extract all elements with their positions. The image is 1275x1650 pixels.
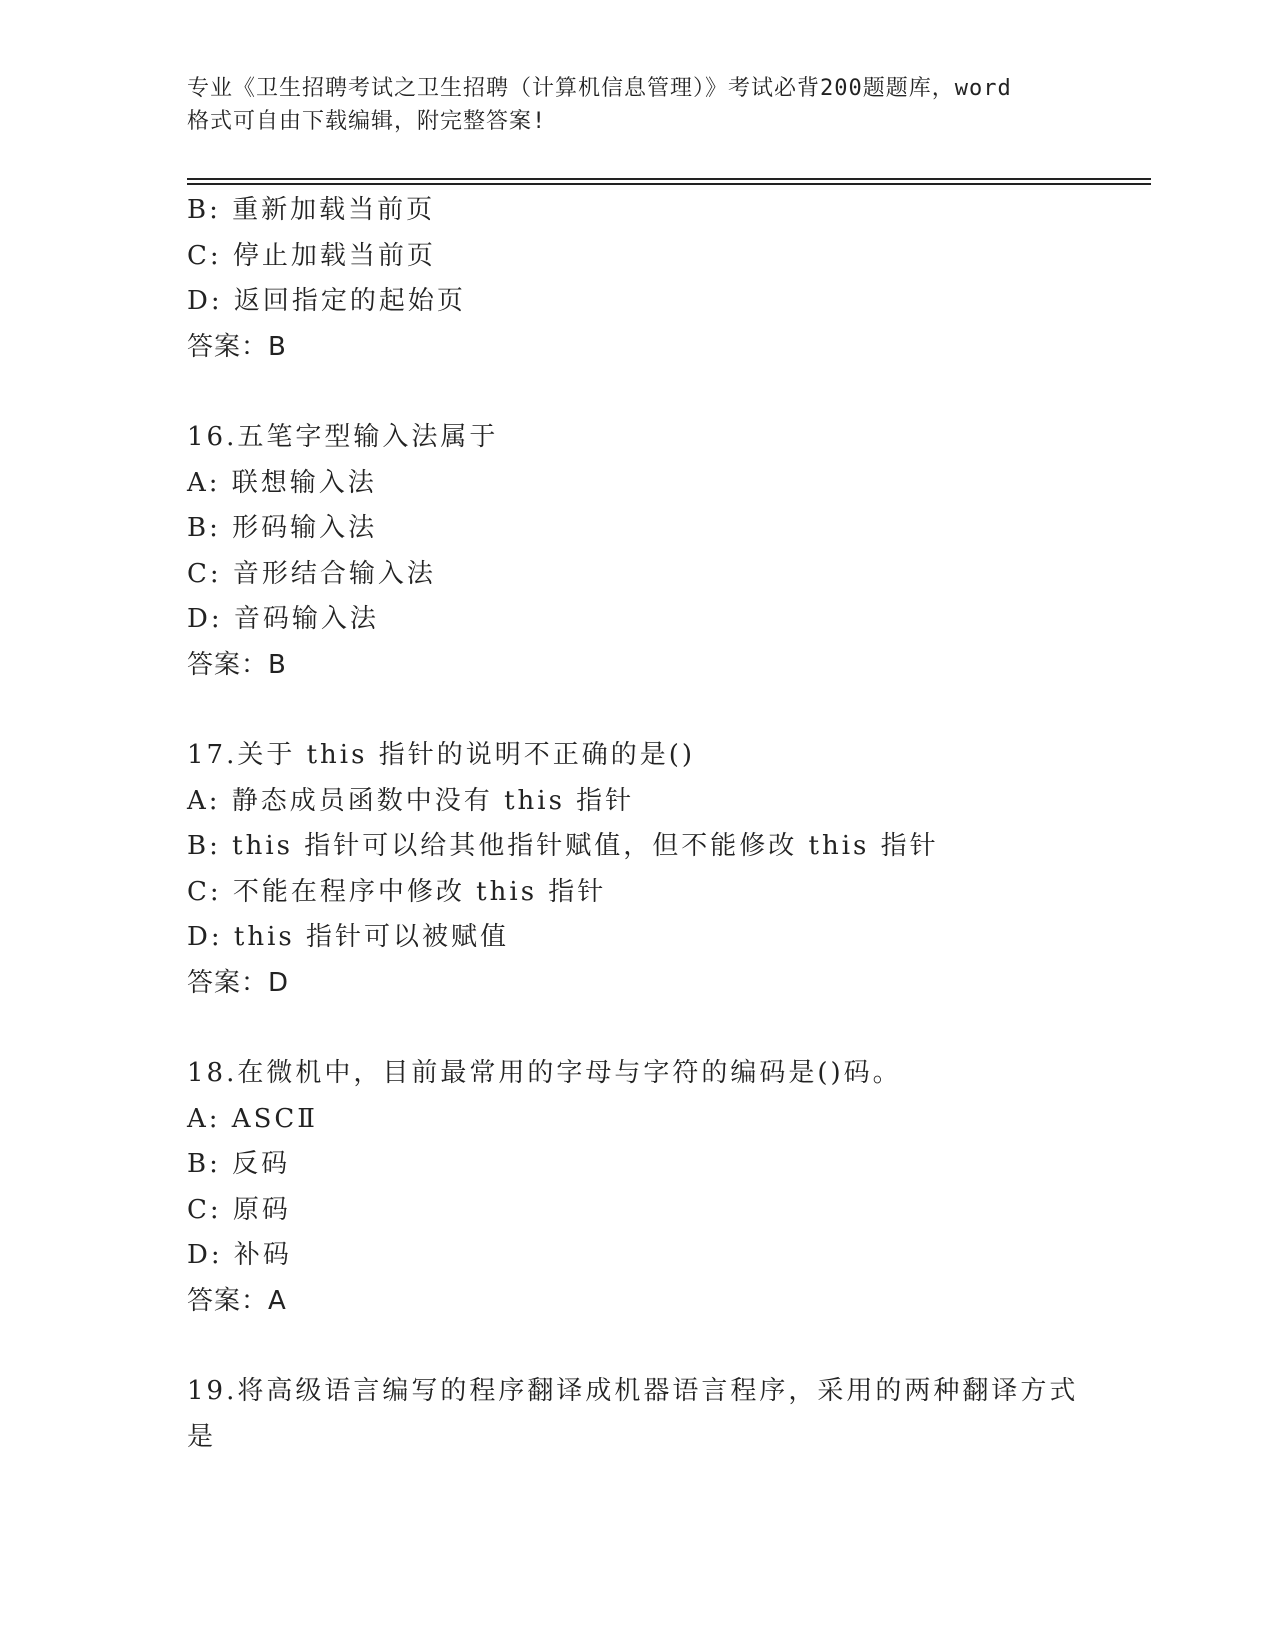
- option-c: C: 音形结合输入法: [187, 558, 436, 589]
- question-19: [187, 1369, 1151, 1460]
- question-title: 17.关于 this 指针的说明不正确的是(): [187, 740, 696, 770]
- option-a: A: ASCⅡ: [187, 1103, 318, 1134]
- question-16: [187, 415, 1151, 688]
- question-title: 18.在微机中，目前最常用的字母与字符的编码是()码。: [187, 1058, 902, 1088]
- option-a: A: 联想输入法: [187, 467, 377, 498]
- document-header: [187, 72, 1087, 138]
- question-title-line-1: 19.将高级语言编写的程序翻译成机器语言程序，采用的两种翻译方式: [187, 1376, 1079, 1406]
- option-d: D: this 指针可以被赋值: [187, 922, 509, 952]
- header-divider-top: [187, 178, 1151, 180]
- option-c: C: 原码: [187, 1194, 291, 1225]
- header-line-2: 格式可自由下载编辑，附完整答案!: [187, 109, 547, 134]
- answer: 答案：D: [187, 967, 290, 998]
- option-a: A: 静态成员函数中没有 this 指针: [187, 785, 635, 816]
- answer: 答案：B: [187, 649, 287, 680]
- question-list: [187, 188, 1151, 1460]
- question-17: [187, 733, 1151, 1006]
- header-divider-bottom: [187, 183, 1151, 185]
- option-b: B: this 指针可以给其他指针赋值，但不能修改 this 指针: [187, 831, 939, 861]
- header-line-1: 专业《卫生招聘考试之卫生招聘（计算机信息管理）》考试必背200题题库，word: [187, 76, 1012, 101]
- question-18: [187, 1051, 1151, 1324]
- option-d: D: 音码输入法: [187, 604, 379, 634]
- question-title-line-2: 是: [187, 1421, 217, 1452]
- option-c: C: 不能在程序中修改 this 指针: [187, 876, 607, 907]
- answer: 答案：B: [187, 331, 287, 362]
- option-d: D: 返回指定的起始页: [187, 286, 466, 316]
- option-b: B: 重新加载当前页: [187, 195, 436, 225]
- question-15-continued: [187, 188, 1151, 370]
- option-c: C: 停止加载当前页: [187, 240, 436, 271]
- answer: 答案：A: [187, 1285, 287, 1316]
- question-title: 16.五笔字型输入法属于: [187, 422, 499, 452]
- option-b: B: 形码输入法: [187, 513, 378, 543]
- option-d: D: 补码: [187, 1240, 292, 1270]
- option-b: B: 反码: [187, 1149, 291, 1179]
